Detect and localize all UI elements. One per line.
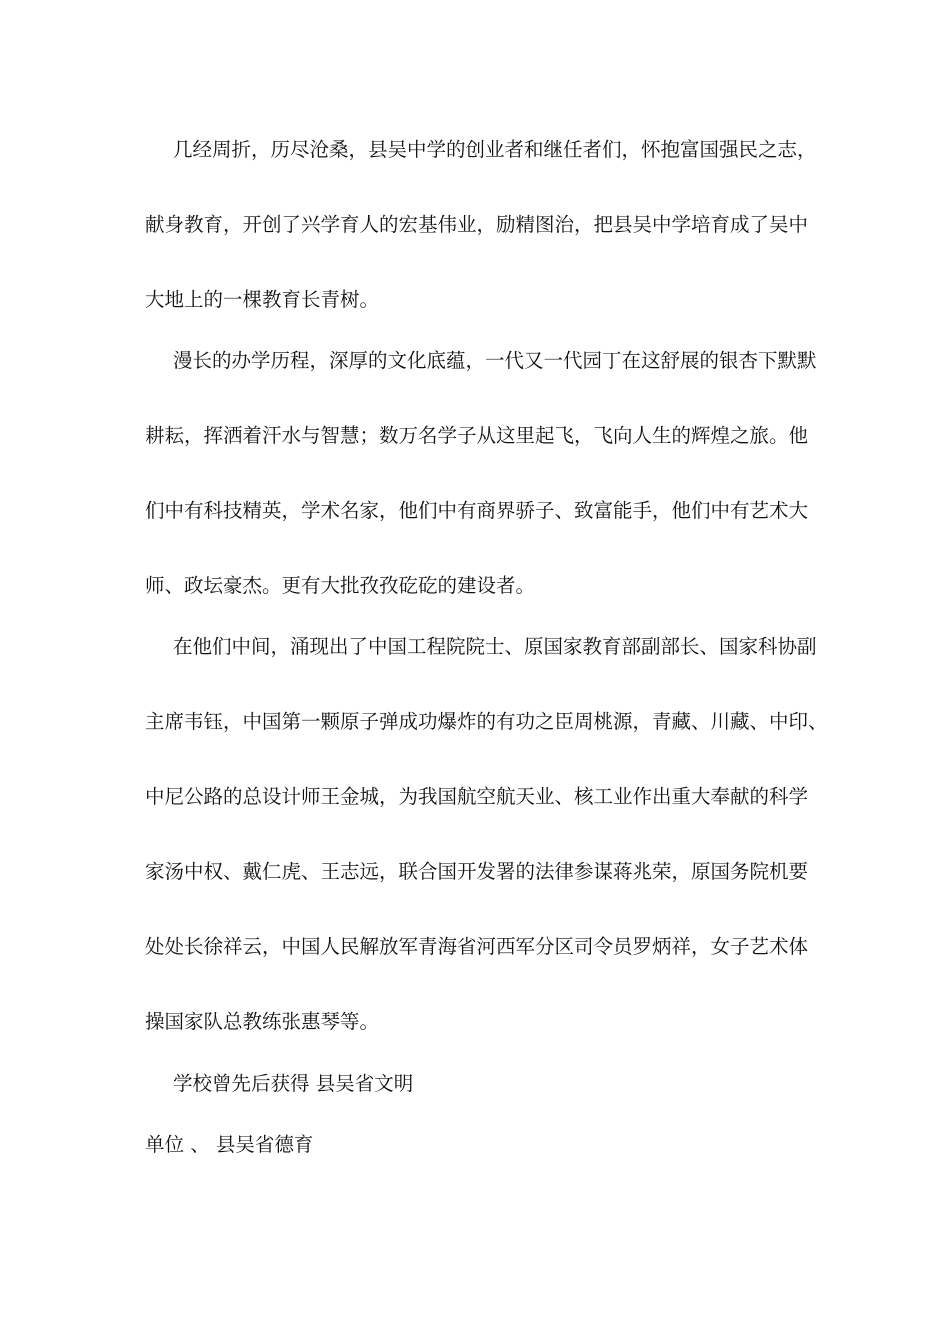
- paragraph-3-line-2: 主席韦钰，中国第一颗原子弹成功爆炸的有功之臣周桃源，青藏、川藏、中印、: [145, 710, 828, 733]
- paragraph-3-line-4: 家汤中权、戴仁虎、王志远，联合国开发署的法律参谋蒋兆荣，原国务院机要: [145, 860, 809, 883]
- paragraph-3-line-6: 操国家队总教练张惠琴等。: [145, 1010, 380, 1033]
- paragraph-3-line-5: 处处长徐祥云，中国人民解放军青海省河西军分区司令员罗炳祥，女子艺术体: [145, 935, 809, 958]
- paragraph-3-line-1: 在他们中间，涌现出了中国工程院院士、原国家教育部副部长、国家科协副: [173, 635, 817, 658]
- paragraph-1-line-1: 几经周折，历尽沧桑，县吴中学的创业者和继任者们，怀抱富国强民之志，: [173, 138, 817, 161]
- paragraph-2-line-2: 耕耘，挥洒着汗水与智慧；数万名学子从这里起飞，飞向人生的辉煌之旅。他: [145, 424, 809, 447]
- paragraph-1-line-2: 献身教育，开创了兴学育人的宏基伟业，励精图治，把县吴中学培育成了吴中: [145, 213, 809, 236]
- paragraph-2-line-1: 漫长的办学历程，深厚的文化底蕴，一代又一代园丁在这舒展的银杏下默默: [173, 349, 817, 372]
- paragraph-4-line-1: 学校曾先后获得 县吴省文明: [173, 1072, 414, 1095]
- paragraph-3-line-3: 中尼公路的总设计师王金城，为我国航空航天业、核工业作出重大奉献的科学: [145, 785, 809, 808]
- paragraph-2-line-4: 师、政坛豪杰。更有大批孜孜矻矻的建设者。: [145, 574, 536, 597]
- paragraph-1-line-3: 大地上的一棵教育长青树。: [145, 288, 380, 311]
- paragraph-4-line-2: 单位 、 县吴省德育: [145, 1133, 314, 1156]
- paragraph-2-line-3: 们中有科技精英，学术名家，他们中有商界骄子、致富能手，他们中有艺术大: [145, 499, 809, 522]
